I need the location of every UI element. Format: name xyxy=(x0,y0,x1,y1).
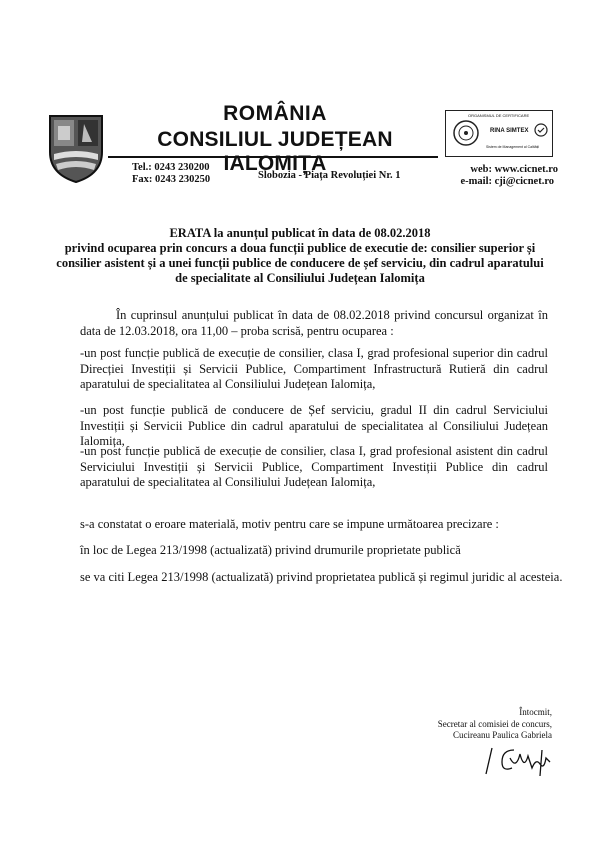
heading-line-2: privind ocuparea prin concurs a doua funcții publice de executie de: consilier superior și xyxy=(64,241,536,255)
certification-top-text: ORGANISMUL DE CERTIFICARE xyxy=(468,113,530,118)
certification-logo xyxy=(445,110,553,157)
county-coat-of-arms-icon xyxy=(46,112,106,184)
intro-paragraph: În cuprinsul anunțului publicat în data de 08.02.2018 privind concursul organizat în data de 12.03.2018, ora 11,00 – proba scrisă, pentru ocuparea : xyxy=(80,308,548,338)
contact-web-email xyxy=(446,164,558,188)
contact-phone-fax xyxy=(132,162,210,186)
heading-line-1: ERATA la anunțul publicat în data de 08.02.2018 xyxy=(169,226,431,240)
handwritten-signature xyxy=(480,740,560,778)
signature-role: Întocmit, xyxy=(519,707,552,717)
email-label: e-mail: xyxy=(460,176,492,187)
web-address: www.cicnet.ro xyxy=(494,164,558,175)
certification-badge-icon xyxy=(534,123,548,137)
heading-line-3: consilier asistent și a unei funcții publice de conducere de șef serviciu, din cadrul aparatului xyxy=(56,256,544,270)
document-heading xyxy=(50,226,550,286)
post-item-2: -un post funcție publică de conducere de Șef serviciu, gradul II din cadrul Serviciului Investiții și Servicii Publice din cadrul aparatului de specialitatea al Consiliului Județean Ialomița, xyxy=(80,403,548,448)
error-statement: s-a constatat o eroare materială, motiv pentru care se impune următoarea precizare : xyxy=(80,517,499,531)
post-item-3: -un post funcție publică de execuție de consilier, clasa I, grad profesional asistent din cadrul Serviciului Investiții și Servicii Publice, Compartiment Investiții Publice din cadrul aparatului de specialitatea al Consiliului Județean Ialomița, xyxy=(80,444,548,489)
email-address: cji@cicnet.ro xyxy=(494,176,555,187)
country-title: ROMÂNIA xyxy=(223,102,327,125)
read-as-statement: se va citi Legea 213/1998 (actualizată) privind proprietatea publică și regimul juridic al acesteia. xyxy=(80,570,563,584)
heading-line-4: de specialitate al Consiliului Județean Ialomița xyxy=(175,271,425,285)
institution-title: CONSILIUL JUDEȚEAN IALOMIȚA xyxy=(157,128,393,175)
certification-seal-icon xyxy=(452,119,480,147)
post-item-1: -un post funcție publică de execuție de consilier, clasa I, grad profesional superior din cadrul Direcției Investiții și Servicii Publice, Compartiment Infrastructură Rutieră din cadrul aparatului de specialitatea al Consiliului Județean Ialomița, xyxy=(80,346,548,391)
web-label: web: xyxy=(470,164,492,175)
certification-name: RINA SIMTEX xyxy=(490,128,529,134)
address: Slobozia - Piața Revoluției Nr. 1 xyxy=(258,170,401,181)
fax-number: Fax: 0243 230250 xyxy=(132,174,211,185)
certification-subtext: Sistem de Management al Calității xyxy=(486,145,540,149)
phone-number: Tel.: 0243 230200 xyxy=(132,162,210,173)
signature-name: Cucireanu Paulica Gabriela xyxy=(453,730,552,740)
signature-position: Secretar al comisiei de concurs, xyxy=(437,719,552,729)
header-divider xyxy=(108,156,438,158)
instead-of-statement: în loc de Legea 213/1998 (actualizată) privind drumurile proprietate publică xyxy=(80,543,461,557)
